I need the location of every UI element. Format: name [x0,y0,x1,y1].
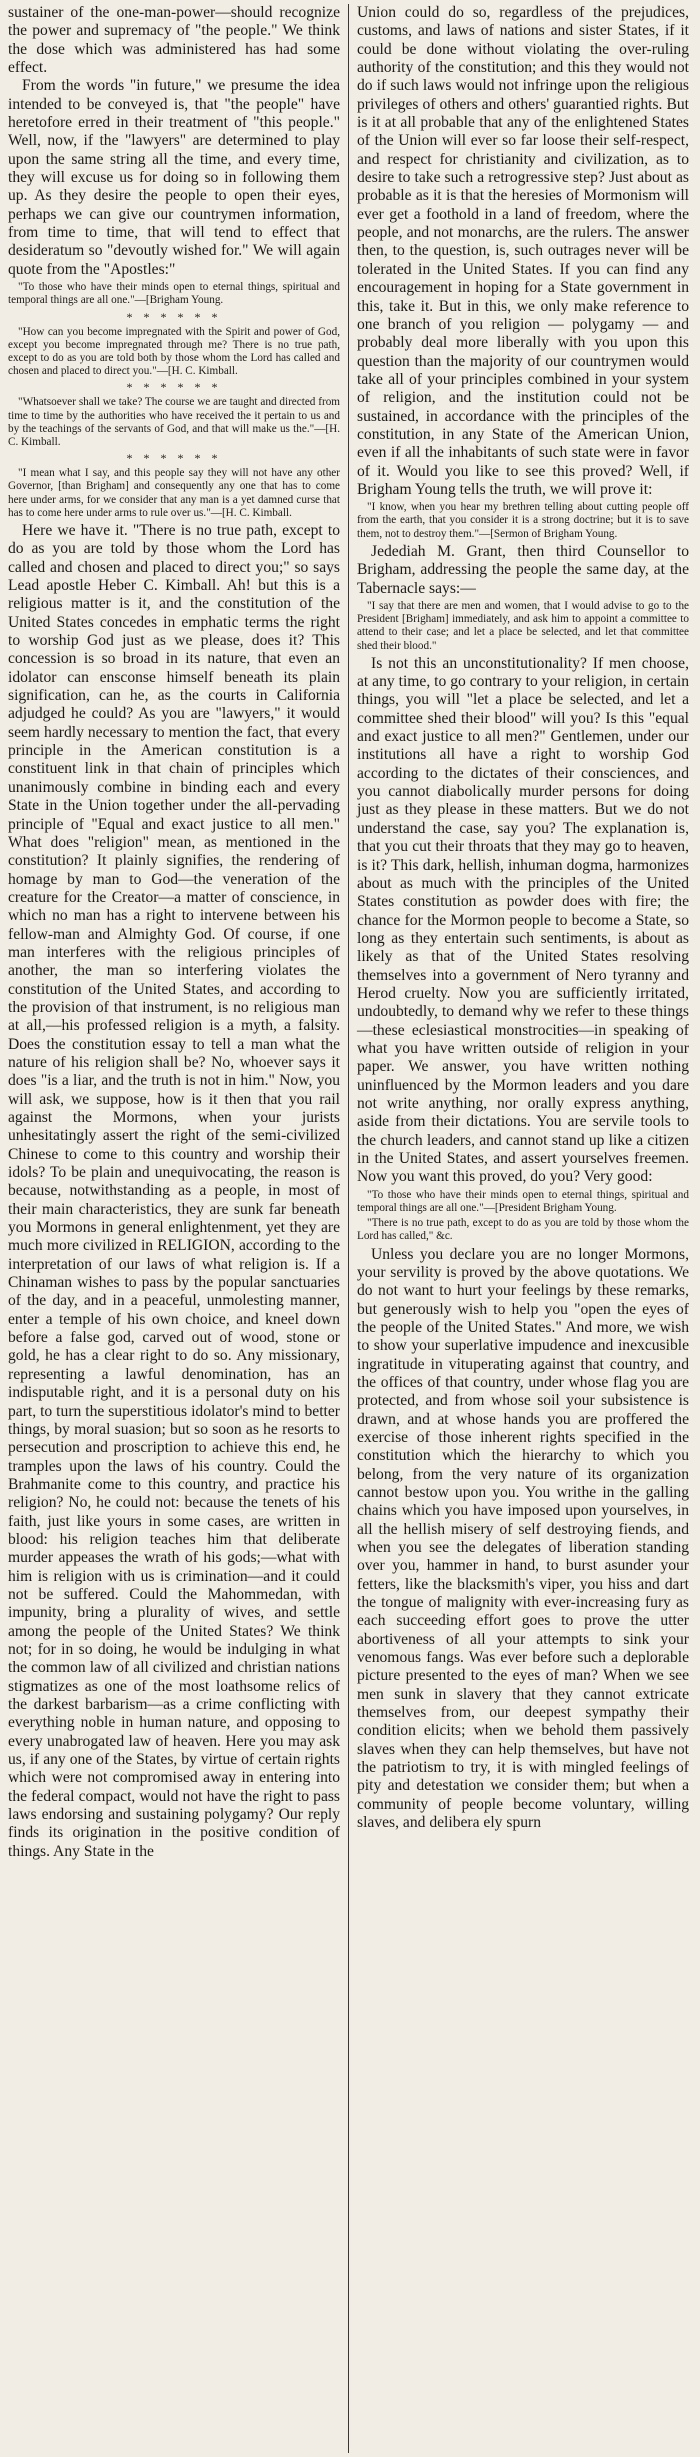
block-quote: "I mean what I say, and this people say they will not have any other Governor, [than Brigham] and consequently any one that has to come here under arms, for we consider that any man is a yet damned curse that has to come here under arms to rule over us."—[H. C. Kimball. [8,467,340,519]
right-column [349,4,689,2453]
paragraph: Here we have it. "There is no true path, except to do as you are told by those whom the Lord has called and chosen and placed to direct you;" so says Lead apostle Heber C. Kimball. Ah! but this is a religious matter is it, and the constitution of the United States concedes in emphatic terms the right to worship God just as we please, does it? This concession is so broad in its nature, that even an idolator can ensconse himself beneath its plain signification, can he, as the courts in California adjudged he could? As you are "lawyers," it would seem hardly necessary to mention the fact, that every principle in the American constitution is a constituent link in that chain of principles which unanimously combine in binding each and every State in the Union together under the all-pervading principle of "Equal and exact justice to all men." What does "religion" mean, as mentioned in the constitution? It plainly signifies, the rendering of homage by man to God—the veneration of the creature for the Creator—a matter of conscience, in which no man has a right to intervene between his fellow-man and Almighty God. Of course, if one man interferes with the religious principles of another, the man so interfering violates the constitution of the United States, and according to the provision of that instrument, is no religious man at all,—his professed religion is a myth, a falsity. Does the constitution essay to tell a man what the nature of his religion shall be? No, whoever says it does "is a liar, and the truth is not in him." Now, you will ask, we suppose, how is it then that you rail against the Mormons, when your jurists unhesitatingly assert the right of the semi-civilized Chinese to come to this country and worship their idols? To be plain and unequivocating, the reason is because, notwithstanding as a people, in most of their main characteristics, they are sunk far beneath you Mormons in general enlightenment, yet they are much more civilized in RELIGION, according to the interpretation of our laws of what religion is. If a Chinaman wishes to pass by the popular sanctuaries of the day, and in a peaceful, unmolesting manner, enter a temple of his own choice, and kneel down before a false god, carved out of wood, stone or gold, he has a clear right to do so. Any missionary, representing a lawful denomination, has an indisputable right, and it is a personal duty on his part, to turn the superstitious idolator's mind to better things, by moral suasion; but so soon as he resorts to persecution and proscription to achieve this end, he tramples upon the laws of his country. Could the Brahmanite come to this country, and practice his religion? No, he could not: because the tenets of his faith, just like yours in some cases, are written in blood: his religion teaches him that deliberate murder appeases the wrath of his gods;—what with him is religion with us is crimination—and it could not be suffered. Could the Mahommedan, with impunity, bring a plurality of wives, and settle among the people of the United States? We think not; for in so doing, he would be indulging in what the common law of all civilized and christian nations stigmatizes as one of the most loathsome relics of the darkest barbarism—as a crime conflicting with everything noble in human nature, and opposing to every unabrogated law of heaven. Here you may ask us, if any one of the States, by virtue of certain rights which were not compromised away in entering into the federal compact, would not have the right to pass laws endorsing and sustaining polygamy? Our reply finds its origination in the positive condition of things. Any State in the [8,522,340,1860]
paragraph: From the words "in future," we presume the idea intended to be conveyed is, that "the people" have heretofore erred in their treatment of "this people." Well, now, if the "lawyers" are determined to play upon the same string all the time, and every time, they will excuse us for doing so in following them up. As they desire the people to open their eyes, perhaps we can give our countrymen information, from time to time, that will tend to effect that desideratum so "devoutly wished for." We will again quote from the "Apostles:" [8,77,340,278]
block-quote: "To those who have their minds open to eternal things, spiritual and temporal things are all one."—[President Brigham Young. [357,1188,689,1214]
section-separator: * * * * * * [126,309,222,324]
continued-paragraph: sustainer of the one-man-power—should recognize the power and supremacy of "the people." We think the dose which was administered has had some effect. [8,4,340,77]
block-quote: "I say that there are men and women, that I would advise to go to the President [Brigham] immediately, and ask him to appoint a committee to attend to their case; and let a place be selected, and let that committee shed their blood." [357,599,689,652]
paragraph: Jedediah M. Grant, then third Counsellor to Brigham, addressing the people the same day, at the Tabernacle says:— [357,542,689,597]
block-quote: "Whatsoever shall we take? The course we are taught and directed from time to time by the authorities who have received the it pertain to us and by the teachings of the servants of God, and that will make us the."—[H. C. Kimball. [8,396,340,448]
block-quote: "There is no true path, except to do as you are told by those whom the Lord has called," &c. [357,1217,689,1243]
block-quote: "How can you become impregnated with the Spirit and power of God, except you become impregnated through me? There is no true path, except to do as you are told both by those whom the Lord has called and chosen and placed to direct you."—[H. C. Kimball. [8,325,340,378]
paragraph: Unless you declare you are no longer Mormons, your servility is proved by the above quotations. We do not want to hurt your feelings by these remarks, but generously wish to help you "open the eyes of the people of the United States." And more, we wish to show your superlative impudence and inexcusible ingratitude in vituperating against that country, and the offices of that country, under whose flag you are protected, and from whose soil your subsistence is drawn, and at whose hands you are proffered the exercise of those inherent rights specified in the constitution which the hierarchy to which you belong, from the very nature of its organization cannot bestow upon you. You writhe in the galling chains which you have imposed upon yourselves, in all the hellish misery of self destroying fiends, and when you see the delegates of liberation standing over you, hammer in hand, to burst asunder your fetters, like the blacksmith's viper, you hiss and dart the tongue of malignity with ever-increasing fury as each succeeding effort goes to prove the utter abortiveness of all your attempts to sink your venomous fangs. Was ever before such a deplorable picture presented to the eyes of man? When we see men sunk in slavery that they cannot extricate themselves from, our deepest sympathy their condition elicits; when we behold them passively slaves when they can help themselves, but have not the patriotism to try, it is with mingled feelings of pity and detestation we consider them; but when a community of people become voluntary, willing slaves, and delibera ely spurn [357,1245,689,1832]
block-quote: "To those who have their minds open to eternal things, spiritual and temporal things are all one."—[Brigham Young. [8,281,340,307]
continued-paragraph: Union could do so, regardless of the prejudices, customs, and laws of nations and sister States, if it could be done without violating the over-ruling authority of the constitution; and this they would not do if such laws would not infringe upon the religious privileges of others and others' guarantied rights. But is it at all probable that any of the enlightened States of the Union will ever so far loose their self-respect, and respect for christianity and civilization, as to desire to take such a retrogressive step? Just about as probable as it is that the heresies of Mormonism will ever get a foothold in a land of freedom, where the people, and not monarchs, are the rulers. The answer then, to the question, is, such outrages never will be tolerated in the United States. If you can find any encouragement in hoping for a State government in this, take it. But in this, we only make reference to one branch of you religion — polygamy — and probably deal more liberally with you upon this question than the majority of our countrymen would take all of your principles combined in your system of religion, and the institution could not be sustained, in accordance with the principles of the constitution, in any State of the American Union, even if all the inhabitants of such state were in favor of it. Would you like to see this proved? Well, if Brigham Young tells the truth, we will prove it: [357,4,689,498]
left-column [8,4,348,2453]
paragraph: Is not this an unconstitutionality? If men choose, at any time, to go contrary to your religion, in certain things, you will "let a place be selected, and let a committee shed their blood" will you? Is this "equal and exact justice to all men?" Gentlemen, under our institutions all have a right to worship God according to the dictates of their consciences, and you cannot diabolically murder persons for doing just as they please in these matters. But we do not understand the case, say you? The explanation is, that you cut their throats that they may go to heaven, is it? This dark, hellish, inhuman dogma, harmonizes about as much with the principles of the United States constitution as powder does with fire; the chance for the Mormon people to become a State, so long as they entertain such sentiments, is about as likely as that of the United States resolving themselves into a government of Nero tyranny and Herod cruelty. Now you are sufficiently irritated, undoubtedly, to demand why we refer to these things—these eclesiastical monstrocities—in speaking of what you have written outside of religion in your paper. We answer, you have written nothing uninfluenced by the Mormon leaders and you dare not write anything, nor orally express anything, aside from their dictations. You are servile tools to the church leaders, and cannot stand up like a citizen in the United States, and assert yourselves freemen. Now you want this proved, do you? Very good: [357,654,689,1186]
block-quote: "I know, when you hear my brethren telling about cutting people off from the earth, that you consider it is a strong doctrine; but it is to save them, not to destroy them."—[Sermon of Brigham Young. [357,501,689,540]
section-separator: * * * * * * [126,451,222,466]
section-separator: * * * * * * [126,380,222,395]
